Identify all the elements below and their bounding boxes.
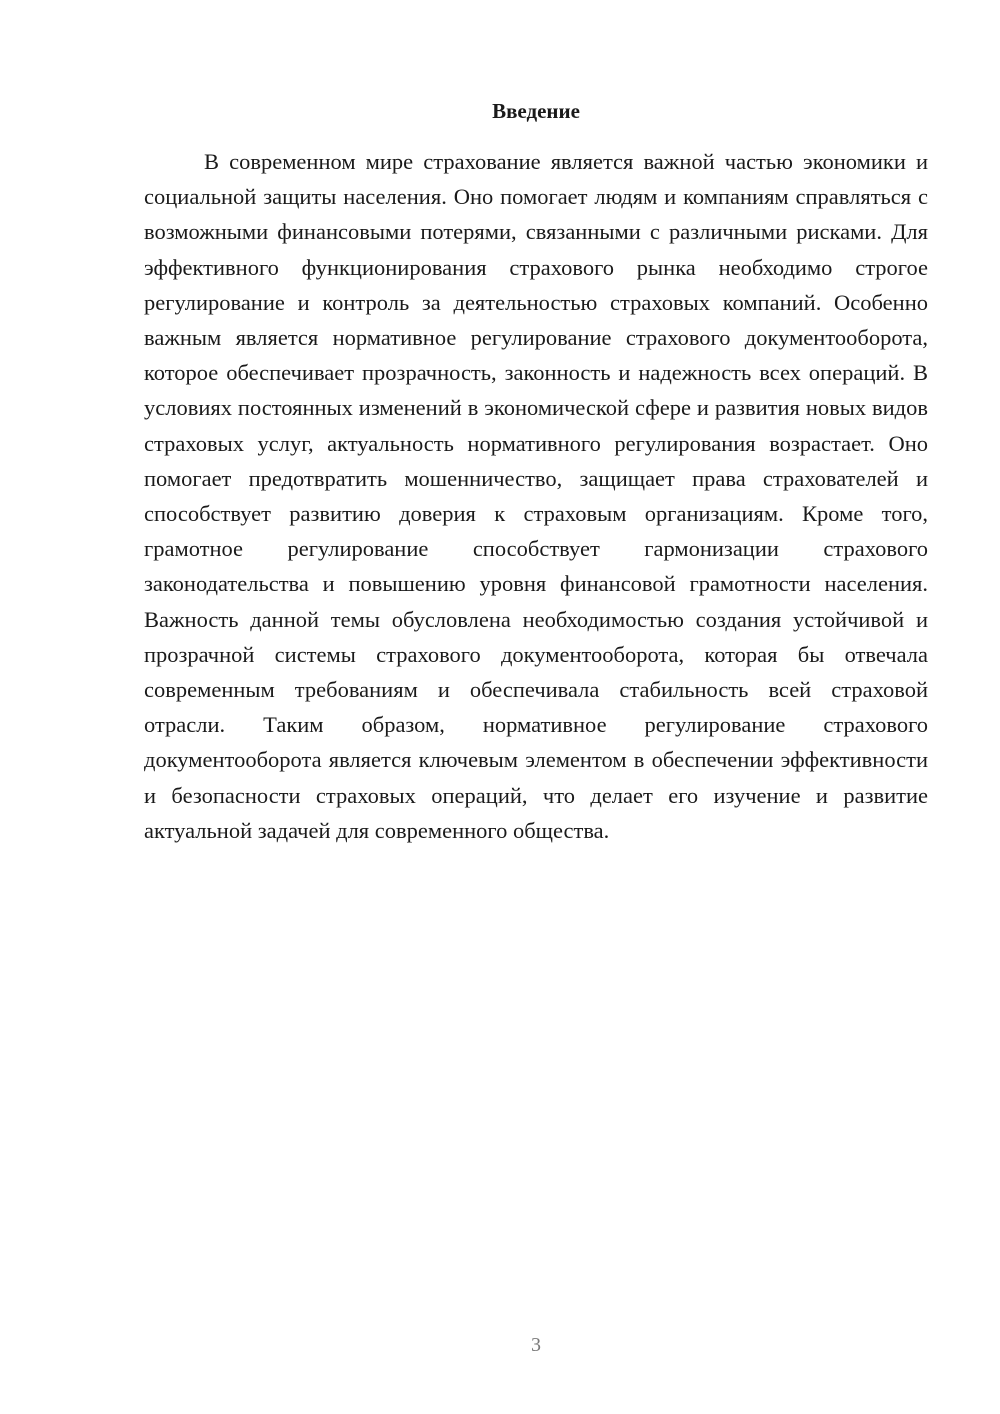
intro-paragraph: В современном мире страхование является важной частью экономики и социальной защиты населения. Оно помогает людям и компаниям справляться с возможными финансовыми потерями, связанными с различными рисками. Для эффективного функционирования страхового рынка необходимо строгое регулирование и контроль за деятельностью страховых компаний. Особенно важным является нормативное регулирование страхового документооборота, которое обеспечивает прозрачность, законность и надежность всех операций. В условиях постоянных изменений в экономической сфере и развития новых видов страховых услуг, актуальность нормативного регулирования возрастает. Оно помогает предотвратить мошенничество, защищает права страхователей и способствует развитию доверия к страховым организациям. Кроме того, грамотное регулирование способствует гармонизации страхового законодательства и повышению уровня финансовой грамотности населения. Важность данной темы обусловлена необходимостью создания устойчивой и прозрачной системы страхового документооборота, которая бы отвечала современным требованиям и обеспечивала стабильность всей страховой отрасли. Таким образом, нормативное регулирование страхового документооборота является ключевым элементом в обеспечении эффективности и безопасности страховых операций, что делает его изучение и развитие актуальной задачей для современного общества. — [144, 149, 928, 843]
section-title: Введение — [492, 99, 580, 123]
page-number: 3 — [531, 1334, 541, 1356]
